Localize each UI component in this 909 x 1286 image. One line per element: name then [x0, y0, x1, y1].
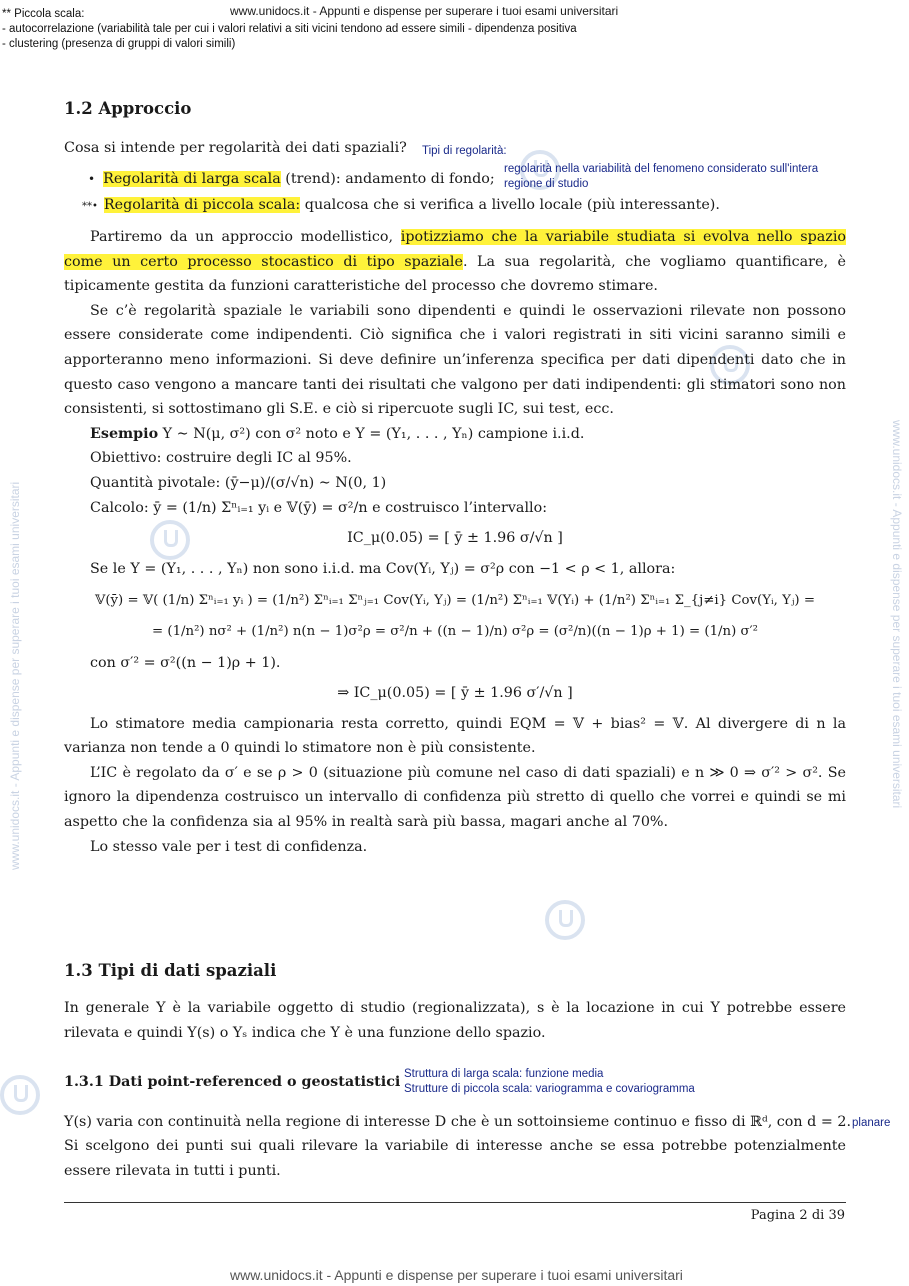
note-autocorrelazione: - autocorrelazione (variabilità tale per cui i valori relativi a siti vicini tendono ad essere simili - dipendenza positiva	[2, 23, 577, 35]
paragraph-stimatore: Lo stimatore media campionaria resta corretto, quindi EQM = 𝕍 + bias² = 𝕍. Al divergere di n la varianza non tende a 0 quindi lo stimatore non è più consistente.	[64, 715, 846, 757]
highlight-processo-stocastico: ipotizziamo che la variabile studiata si evolva nello spazio come un certo processo stocastico di tipo spaziale	[64, 229, 846, 270]
body-tipi-dati	[64, 996, 846, 1045]
con-sigma-line: con σ′² = σ²((n − 1)ρ + 1).	[90, 654, 281, 671]
section-title-tipi-dati: 1.3 Tipi di dati spaziali	[64, 961, 277, 980]
watermark-right: www.unidocs.it - Appunti e dispense per superare i tuoi esami universitari	[890, 420, 904, 809]
paragraph-ic-regolato: L’IC è regolato da σ′ e se ρ > 0 (situazione più comune nel caso di dati spaziali) e n ≫ 0 ⇒ σ′² > σ². Se ignoro la dipendenza costruisco un intervallo di confidenza più stretto di quello che vorrei e quindi se mi aspetto che la confidenza sia al 95% in realtà sarà più bassa, magari anche al 70%.	[64, 764, 846, 831]
quantita-pivotale-line: Quantità pivotale: (ȳ−μ)/(σ/√n) ∼ N(0, 1)	[90, 474, 387, 491]
calcolo-line: Calcolo: ȳ = (1/n) Σⁿᵢ₌₁ yᵢ e 𝕍(ȳ) = σ²/n e costruisco l’intervallo:	[90, 499, 548, 516]
body-punti	[64, 1134, 846, 1183]
note-larga-scala-media: Struttura di larga scala: funzione media	[404, 1068, 604, 1080]
subsection-title-point-referenced: 1.3.1 Dati point-referenced o geostatistici	[64, 1074, 401, 1090]
paragraph-variabile-regionalizzata: In generale Y è la variabile oggetto di studio (regionalizzata), s è la locazione in cui Y potrebbe essere rilevata e quindi Y(s) o Yₛ indica che Y è una funzione dello spazio.	[64, 1000, 846, 1041]
paragraph-punti: Si scelgono dei punti sui quali rilevare la variabile di interesse anche se essa potrebbe potenzialmente essere rilevata in tutti i punti.	[64, 1138, 846, 1179]
paragraph-dipendenza: Se c’è regolarità spaziale le variabili sono dipendenti e quindi le osservazioni rilevate non possono essere considerate come indipendenti. Ciò significa che i valori registrati in siti vicini saranno simili e apporteranno meno informazioni. Si deve definire un’inferenza specifica per dati dipendenti dato che in questo caso vengono a mancare tanti dei risultati che valgono per dati indipendenti: gli stimatori sono non consistenti, si sottostimano gli S.E. e ciò si ripercuote sugli IC, sui test, ecc.	[64, 302, 846, 418]
note-piccola-scala: ** Piccola scala:	[2, 8, 85, 20]
watermark-logo	[0, 1075, 40, 1115]
note-larga-scala-1: regolarità nella variabilità del fenomeno considerato sull'intera	[504, 163, 819, 175]
equation-varianza-2: = (1/n²) nσ² + (1/n²) n(n − 1)σ²ρ = σ²/n + ((n − 1)/n) σ²ρ = (σ²/n)((n − 1)ρ + 1) = (1/n) σ′²	[152, 623, 758, 639]
bullet-text: qualcosa che si verifica a livello locale (più interessante).	[300, 197, 720, 213]
watermark-logo	[545, 900, 585, 940]
paragraph-test: Lo stesso vale per i test di confidenza.	[90, 838, 368, 855]
equation-ic: IC_μ(0.05) = [ ȳ ± 1.96 σ/√n ]	[347, 530, 563, 547]
equation-varianza-1: 𝕍(ȳ) = 𝕍( (1/n) Σⁿᵢ₌₁ yᵢ ) = (1/n²) Σⁿᵢ₌₁ Σⁿⱼ₌₁ Cov(Yᵢ, Yⱼ) = (1/n²) Σⁿᵢ₌₁ 𝕍(Yᵢ) + (1/n²) Σⁿᵢ₌₁ Σ_{j≠i} Cov(Yᵢ, Yⱼ) =	[95, 593, 815, 609]
paragraph-continuita: Y(s) varia con continuità nella regione di interesse D che è un sottoinsieme continuo e fisso di ℝᵈ, con d = 2.	[64, 1114, 852, 1130]
obiettivo-line: Obiettivo: costruire degli IC al 95%.	[90, 450, 352, 467]
esempio-line: Esempio Y ∼ N(μ, σ²) con σ² noto e Y = (Y₁, . . . , Yₙ) campione i.i.d.	[90, 425, 585, 442]
page-number: Pagina 2 di 39	[750, 1208, 845, 1223]
se-le-line: Se le Y = (Y₁, . . . , Yₙ) non sono i.i.d. ma Cov(Yᵢ, Yⱼ) = σ²ρ con −1 < ρ < 1, allora:	[90, 560, 676, 577]
bullet-text: (trend): andamento di fondo;	[280, 171, 495, 187]
paragraph-modellistico: Partiremo da un approccio modellistico, ipotizziamo che la variabile studiata si evolva nello spazio come un certo processo stocastico di tipo spaziale. La sua regolarità, che vogliamo quantificare, è tipicamente gestita da funzioni caratteristiche del processo che dovremo stimare.	[64, 229, 847, 295]
highlight-piccola-scala: Regolarità di piccola scala:	[103, 197, 301, 213]
note-clustering: - clustering (presenza di gruppi di valori simili)	[2, 38, 236, 50]
note-larga-scala-2: regione di studio	[504, 178, 589, 190]
body-approccio	[64, 225, 846, 859]
watermark-left: www.unidocs.it - Appunti e dispense per superare i tuoi esami universitari	[8, 481, 22, 870]
section-title-approccio: 1.2 Approccio	[64, 99, 192, 118]
bullet-larga-scala	[88, 167, 495, 192]
note-tipi-regolarita: Tipi di regolarità:	[422, 145, 507, 157]
bullet-piccola-scala	[82, 193, 720, 220]
footer-rule	[64, 1202, 846, 1203]
note-planare: planare	[852, 1117, 891, 1129]
highlight-larga-scala: Regolarità di larga scala	[103, 171, 281, 187]
watermark-top: www.unidocs.it - Appunti e dispense per superare i tuoi esami universitari	[230, 4, 619, 18]
question-text: Cosa si intende per regolarità dei dati spaziali?	[64, 140, 407, 156]
watermark-bottom: www.unidocs.it - Appunti e dispense per superare i tuoi esami universitari	[230, 1267, 683, 1283]
note-piccola-scala-variogramma: Strutture di piccola scala: variogramma e covariogramma	[404, 1083, 695, 1095]
bullet-marker: **•	[82, 201, 98, 212]
bullet-marker: •	[88, 172, 96, 186]
equation-ic-2: ⇒ IC_μ(0.05) = [ ȳ ± 1.96 σ′/√n ]	[337, 685, 573, 702]
